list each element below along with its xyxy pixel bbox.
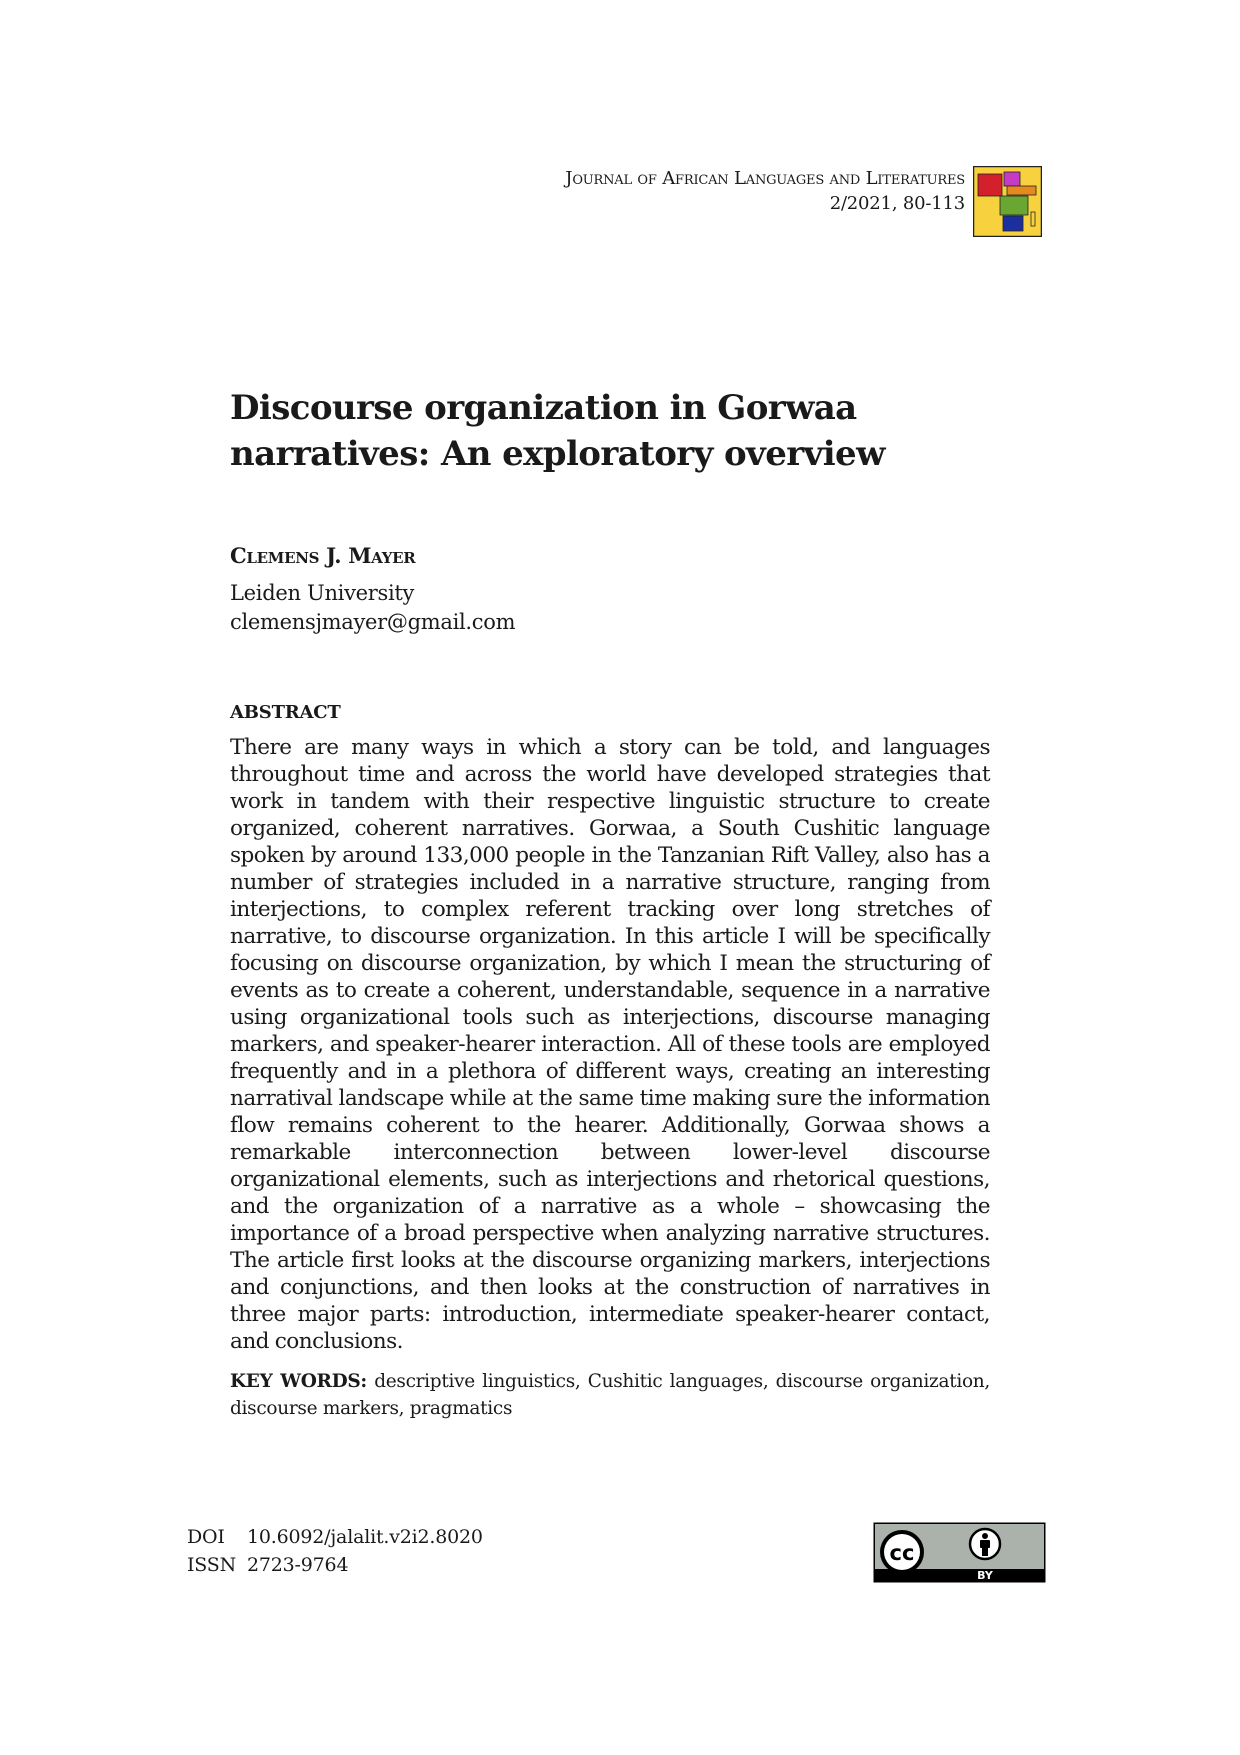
- journal-name: Journal of African Languages and Literatures: [565, 168, 965, 189]
- identifiers: [187, 1523, 483, 1579]
- author-name: Clemens J. Mayer: [230, 543, 416, 568]
- issn-label: ISSN: [187, 1554, 237, 1576]
- keywords: [230, 1368, 990, 1422]
- abstract-text: There are many ways in which a story can be told, and languages throughout time and across the world have developed strategies that work in tandem with their respective linguistic structure to create organized, coherent narratives. Gorwaa, a South Cushitic language spoken by around 133,000 people in the Tanzanian Rift Valley, also has a number of strategies included in a narrative structure, ranging from interjections, to complex referent tracking over long stretches of narrative, to discourse organization. In this article I will be specifically focusing on discourse organization, by which I mean the structuring of events as to create a coherent, understandable, sequence in a narrative using organizational tools such as interjections, discourse managing markers, and speaker-hearer interaction. All of these tools are employed frequently and in a plethora of different ways, creating an interesting narratival landscape while at the same time making sure the information flow remains coherent to the hearer. Additionally, Gorwaa shows a remarkable interconnection between lower-level discourse organizational elements, such as interjections and rhetorical questions, and the organization of a narrative as a whole – showcasing the importance of a broad perspective when analyzing narrative structures. The article first looks at the discourse organizing markers, interjections and conjunctions, and then looks at the construction of narratives in three major parts: introduction, intermediate speaker-hearer contact, and conclusions.: [230, 735, 990, 1354]
- author-email: clemensjmayer@gmail.com: [230, 610, 516, 634]
- keywords-text: descriptive linguistics, Cushitic languages, discourse organization, discourse markers, pragmatics: [230, 1371, 990, 1419]
- attribution-person-icon: [970, 1529, 1000, 1559]
- keywords-label: KEY WORDS:: [230, 1371, 367, 1392]
- author-affiliation: Leiden University: [230, 581, 415, 605]
- abstract-heading: ABSTRACT: [230, 702, 341, 723]
- cc-by-license-badge: [873, 1522, 1046, 1583]
- article-title: [230, 385, 1010, 477]
- journal-issue: 2/2021, 80-113: [829, 193, 965, 214]
- article-title-line-1: Discourse organization in Gorwaa: [230, 388, 857, 428]
- journal-header: [565, 166, 965, 216]
- issn-row: [187, 1551, 483, 1579]
- issn-value: 2723-9764: [247, 1554, 349, 1576]
- doi-row: [187, 1523, 483, 1551]
- by-label: BY: [977, 1569, 993, 1582]
- cc-icon: [880, 1530, 924, 1574]
- journal-logo: [973, 166, 1042, 237]
- article-title-line-2: narratives: An exploratory overview: [230, 434, 885, 474]
- doi-label: DOI: [187, 1526, 225, 1548]
- cc-icon-text: cc: [889, 1541, 915, 1565]
- doi-value: 10.6092/jalalit.v2i2.8020: [247, 1526, 483, 1548]
